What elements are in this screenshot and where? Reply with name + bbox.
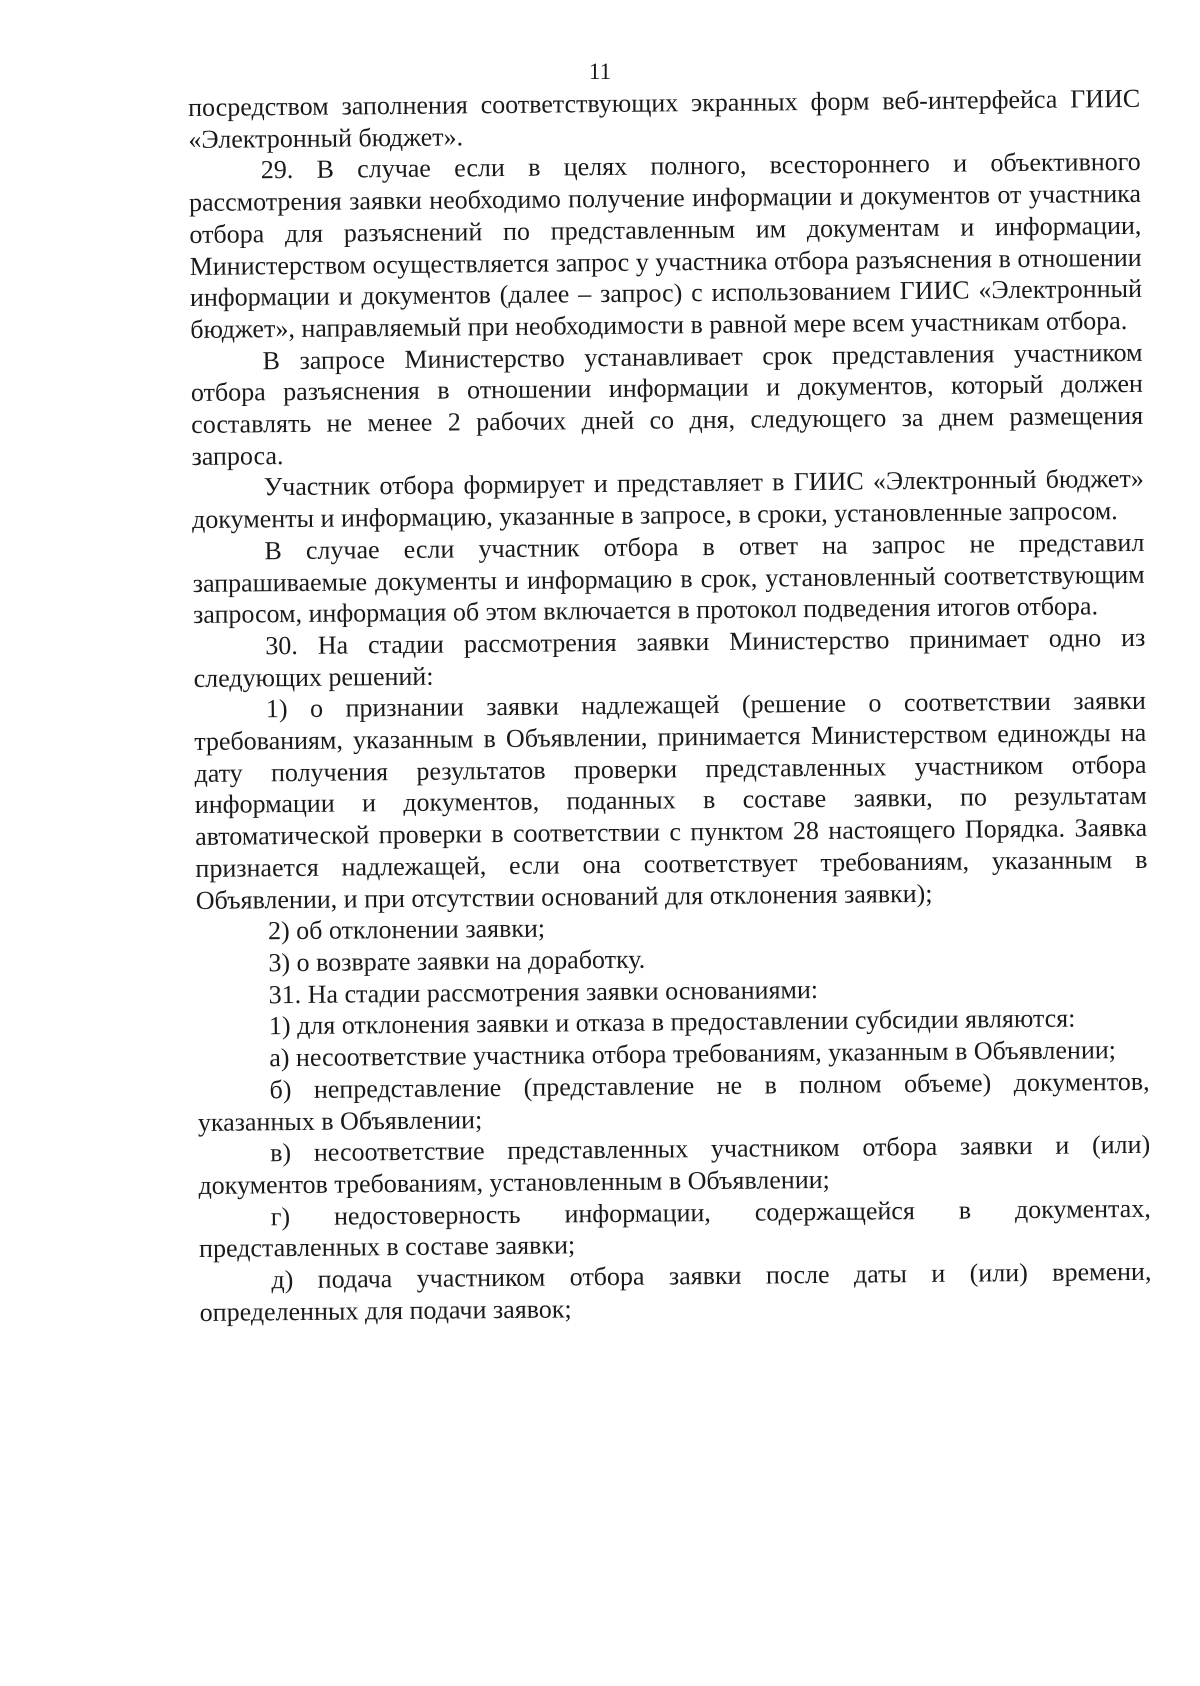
clause-30: 30. На стадии рассмотрения заявки Министерство принимает одно из следующих решений: [193, 622, 1146, 693]
clause-29: 29. В случае если в целях полного, всестороннего и объективного рассмотрения заявки необходимо получение информации и документов от участника отбора для разъяснений по представленным им документам и информации, Министерством осуществляется запрос у участника отбора разъяснения в отношении информации и документов (далее – запрос) с использованием ГИИС «Электронный бюджет», направляемый при необходимости в равной мере всем участникам отбора. [188, 147, 1143, 344]
clause-30-item-3: 3) о возврате заявки на доработку. [268, 944, 646, 978]
clause-29-participant-response: Участник отбора формирует и представляет в ГИИС «Электронный бюджет» документы и информацию, указанные в запросе, в сроки, установленные запросом. [191, 464, 1144, 535]
clause-30-item-2: 2) об отклонении заявки; [267, 913, 546, 946]
clause-29-no-response: В случае если участник отбора в ответ на запрос не представил запрашиваемые документы и информацию в срок, установленный соответствующим запросом, информация об этом включается в протокол подведения итогов отбора. [192, 527, 1145, 630]
clause-31-subitem-g: г) недостоверность информации, содержащейся в документах, представленных в составе заявки; [198, 1193, 1151, 1264]
clause-29-request-deadline: В запросе Министерство устанавливает срок представления участником отбора разъяснения в отношении информации и документов, который должен составлять не менее 2 рабочих дней со дня, следующего за днем размещения запроса. [190, 337, 1144, 471]
paragraph-continuation: посредством заполнения соответствующих экранных форм веб-интерфейса ГИИС «Электронный бюджет». [188, 83, 1141, 154]
document-body [188, 83, 1152, 1329]
clause-31-subitem-b: б) непредставление (представление не в полном объеме) документов, указанных в Объявлении; [197, 1066, 1150, 1137]
clause-30-item-1: 1) о признании заявки надлежащей (решение о соответствии заявки требованиям, указанным в Объявлении, принимается Министерством единожды на дату получения результатов проверки представленных участником отбора информации и документов, поданных в составе заявки, по результатам автоматической проверки в соответствии с пунктом 28 настоящего Порядка. Заявка признается надлежащей, если она соответствует требованиям, указанным в Объявлении, и при отсутствии оснований для отклонения заявки); [194, 686, 1148, 915]
page-number: 11 [588, 59, 612, 84]
clause-31-subitem-v: в) несоответствие представленных участником отбора заявки и (или) документов требованиям, установленным в Объявлении; [198, 1130, 1151, 1200]
clause-31-subitem-a: а) несоответствие участника отбора требованиям, указанным в Объявлении; [269, 1035, 1117, 1073]
clause-31: 31. На стадии рассмотрения заявки основаниями: [268, 974, 819, 1009]
clause-31-item-1: 1) для отклонения заявки и отказа в предоставлении субсидии являются: [268, 1003, 1076, 1041]
clause-31-subitem-d: д) подача участником отбора заявки после даты и (или) времени, определенных для подачи заявок; [199, 1256, 1152, 1327]
